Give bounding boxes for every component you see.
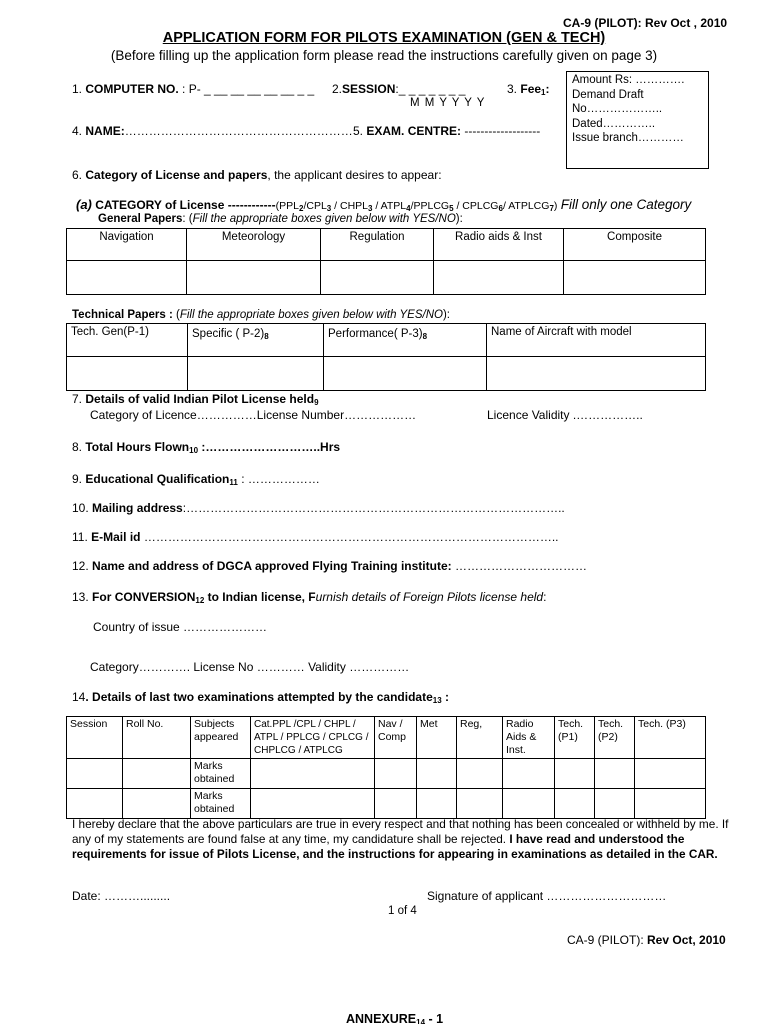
tech-note-open: ( — [172, 309, 180, 321]
session-field[interactable] — [332, 82, 465, 96]
q13-country[interactable]: Country of issue ………………… — [93, 620, 268, 634]
q9-label: Educational Qualification — [85, 472, 230, 486]
general-note-open: : ( — [182, 213, 193, 225]
pe-head-met: Met — [417, 717, 457, 759]
fee-amount: Amount Rs: …………. — [572, 74, 685, 86]
q11-prefix: 11. — [72, 530, 88, 544]
q8-label: Total Hours Flown — [85, 440, 190, 454]
fee-issue-branch: Issue branch………… — [572, 132, 684, 144]
name-dots: ………………………………………………… — [124, 124, 353, 138]
annexure-rest: - 1 — [425, 1012, 444, 1024]
exam-centre-field[interactable] — [353, 124, 540, 138]
gen-input-regulation[interactable] — [321, 261, 434, 295]
pe-head-nav: Nav / Comp — [375, 717, 417, 759]
session-value: :_ _ _ _ _ _ _ — [395, 82, 466, 96]
gen-input-composite[interactable] — [564, 261, 706, 295]
pe-head-tech2: Tech. (P2) — [595, 717, 635, 759]
pe-row-label-2: Marks obtained — [191, 789, 251, 819]
tech-input-specific[interactable] — [188, 357, 324, 391]
pe-head-radio: Radio Aids & Inst. — [503, 717, 555, 759]
q6-bold: Category of License and papers — [85, 168, 268, 182]
general-papers-table — [66, 228, 706, 295]
form-subtitle: (Before filling up the application form please read the instructions carefully given on page 3) — [110, 48, 658, 63]
q13-colon: : — [543, 590, 547, 604]
q6-rest: , the applicant desires to appear: — [267, 168, 442, 182]
q13-label: For CONVERSION — [92, 590, 196, 604]
cat-option-text: (PPL — [275, 200, 299, 212]
q11-label: E-Mail id — [91, 530, 141, 544]
centre-prefix: 5. — [353, 124, 364, 138]
pe-cell[interactable] — [67, 789, 123, 819]
pe-cell[interactable] — [635, 759, 706, 789]
pe-head-subjects: Subjects appeared — [191, 717, 251, 759]
name-prefix: 4. — [72, 124, 83, 138]
name-label: NAME: — [85, 124, 125, 138]
cat-options — [276, 200, 558, 212]
declaration — [72, 817, 736, 862]
gen-input-meteorology[interactable] — [187, 261, 321, 295]
pe-head-roll-no: Roll No. — [123, 717, 191, 759]
cat-option-text: /PPLCG — [410, 200, 450, 212]
cat-option-footnote: 6 — [498, 204, 503, 213]
centre-label: EXAM. CENTRE: — [366, 124, 462, 138]
pe-row-1 — [67, 759, 706, 789]
q9-sub: 11 — [229, 478, 238, 487]
q12-label: Name and address of DGCA approved Flying Training institute: — [92, 559, 452, 573]
tech-input-gen[interactable] — [67, 357, 188, 391]
pe-cell[interactable] — [457, 759, 503, 789]
annexure-heading — [346, 1012, 443, 1024]
fee-prefix: 3. — [507, 82, 518, 96]
q7-prefix: 7. — [72, 392, 83, 406]
cat-option-text: / CHPL — [331, 200, 369, 212]
cat-option-text: / ATPLCG — [502, 200, 550, 212]
cat-option-footnote: 2 — [299, 204, 304, 213]
declaration-normal: I hereby declare that the above particulars are true in every respect and that nothing has been concealed or withheld by me. If any of my statements are found false at any time, my candidature shall be rejected. — [72, 817, 729, 846]
pe-cell[interactable] — [555, 789, 595, 819]
pe-cell[interactable] — [417, 789, 457, 819]
tech-col-performance-text: Performance( P-3) — [328, 328, 423, 340]
pe-head-reg: Reg, — [457, 717, 503, 759]
pe-row-label-1: Marks obtained — [191, 759, 251, 789]
pe-cell[interactable] — [251, 789, 375, 819]
tech-col-specific-text: Specific ( P-2) — [192, 328, 265, 340]
q13-note: urnish details of Foreign Pilots license held — [315, 590, 544, 604]
pe-cell[interactable] — [123, 789, 191, 819]
cat-option-footnote: 4 — [406, 204, 411, 213]
fee-footnote: 1 — [541, 88, 546, 97]
q6-category — [72, 168, 442, 182]
tech-col-performance-sub: 8 — [422, 332, 428, 341]
gen-input-navigation[interactable] — [67, 261, 187, 295]
q8-sub: 10 — [189, 446, 199, 455]
pe-cell[interactable] — [67, 759, 123, 789]
gen-col-regulation: Regulation — [321, 229, 434, 261]
q7-validity-label: Licence Validity — [487, 408, 573, 422]
category-of-license — [76, 197, 691, 213]
pe-cell[interactable] — [457, 789, 503, 819]
q14-label: . Details of last two examinations attempted by the candidate — [85, 690, 433, 704]
q9-prefix: 9. — [72, 472, 83, 486]
general-note-close: ): — [455, 213, 463, 225]
form-code-bottom — [567, 933, 726, 947]
declaration-bold: I have read and understood the requirements for issue of Pilots License, and the instructions for appearing in examinations as detailed in the CAR. — [72, 832, 718, 861]
pe-cell[interactable] — [595, 759, 635, 789]
session-prefix: 2. — [332, 82, 343, 96]
tech-note: Fill the appropriate boxes given below with YES/NO — [179, 309, 443, 321]
pe-cell[interactable] — [595, 789, 635, 819]
q14-heading — [72, 690, 449, 705]
fee-label: Fee — [520, 82, 542, 96]
tech-input-performance[interactable] — [324, 357, 487, 391]
cat-option-text: ) — [553, 200, 558, 212]
pe-cell[interactable] — [417, 759, 457, 789]
pe-cell[interactable] — [503, 759, 555, 789]
fee-box — [566, 71, 709, 169]
gen-col-meteorology: Meteorology — [187, 229, 321, 261]
q12-rest: …………………………… — [451, 559, 587, 573]
q13-category-line[interactable]: Category…………. License No ………… Validity …………… — [90, 660, 410, 674]
session-label: SESSION — [342, 82, 396, 96]
cat-option-text: /CPL — [303, 200, 327, 212]
technical-papers-table — [66, 323, 706, 391]
q14-colon: : — [441, 690, 450, 704]
pe-cell[interactable] — [251, 759, 375, 789]
cat-option-footnote: 5 — [449, 204, 454, 213]
tech-label: Technical Papers : — [72, 309, 173, 321]
pe-cell[interactable] — [375, 759, 417, 789]
fee-dd-no: No……………….. — [572, 103, 663, 115]
tech-col-performance — [324, 324, 487, 357]
form-code-bottom-bold: Rev Oct, 2010 — [647, 933, 726, 947]
form-title: APPLICATION FORM FOR PILOTS EXAMINATION (GEN & TECH) — [162, 30, 606, 46]
fee-colon: : — [545, 82, 550, 96]
pe-head-category: Cat.PPL /CPL / CHPL / ATPL / PPLCG / CPLCG / CHPLCG / ATPLCG — [251, 717, 375, 759]
computer-no-prefix: 1. — [72, 82, 83, 96]
fee-field — [507, 82, 550, 97]
q6-prefix: 6. — [72, 168, 83, 182]
past-exams-table — [66, 716, 706, 819]
q8-rest: :………………………..Hrs — [201, 440, 341, 454]
tech-note-close: ): — [442, 309, 450, 321]
q12-training-institute[interactable] — [72, 559, 587, 573]
q10-prefix: 10. — [72, 501, 89, 515]
q7-heading — [72, 392, 319, 407]
fee-demand-draft: Demand Draft — [572, 88, 644, 101]
date-field[interactable]: Date: ………......... — [72, 889, 171, 903]
pe-row-2 — [67, 789, 706, 819]
general-papers-label — [98, 213, 463, 225]
signature-field[interactable]: Signature of applicant ………………………… — [427, 889, 667, 903]
q13-prefix: 13. — [72, 590, 89, 604]
cat-a: (a) — [76, 197, 92, 212]
computer-no-value: : P- _ __ __ __ __ __ _ _ — [182, 82, 315, 96]
annexure-label: ANNEXURE — [346, 1012, 417, 1024]
general-label: General Papers — [98, 213, 183, 225]
computer-no-field[interactable] — [72, 82, 314, 96]
q10-label: Mailing address — [92, 501, 183, 515]
cat-option-footnote: 3 — [368, 204, 373, 213]
q7-license-line[interactable]: Category of Licence……………License Number……………… — [90, 408, 417, 422]
gen-input-radio-aids[interactable] — [434, 261, 564, 295]
pe-cell[interactable] — [123, 759, 191, 789]
page-number: 1 of 4 — [388, 905, 417, 917]
q9-education[interactable] — [72, 472, 320, 487]
pe-cell[interactable] — [555, 759, 595, 789]
annexure-sub: 14 — [416, 1018, 426, 1024]
pe-head-tech1: Tech. (P1) — [555, 717, 595, 759]
general-note: Fill the appropriate boxes given below with YES/NO — [192, 213, 456, 225]
name-field[interactable] — [72, 124, 353, 138]
cat-option-text: / ATPL — [372, 200, 407, 212]
q8-total-hours[interactable] — [72, 440, 340, 455]
q13-conversion — [72, 590, 546, 605]
q10-mailing-address[interactable] — [72, 501, 565, 515]
q7-validity[interactable] — [487, 408, 643, 422]
gen-col-navigation: Navigation — [67, 229, 187, 261]
q12-prefix: 12. — [72, 559, 89, 573]
tech-col-gen: Tech. Gen(P-1) — [67, 324, 188, 357]
gen-col-radio-aids: Radio aids & Inst — [434, 229, 564, 261]
q9-rest: : ……………… — [237, 472, 320, 486]
cat-option-footnote: 7 — [549, 204, 554, 213]
q11-email[interactable] — [72, 530, 559, 544]
pe-cell[interactable] — [375, 789, 417, 819]
cat-label: CATEGORY of License ------------ — [95, 198, 276, 212]
tech-col-specific — [188, 324, 324, 357]
q13-label2: to Indian license, F — [204, 590, 316, 604]
q10-rest: :………………………………………………………………………………….. — [182, 501, 565, 515]
session-format-hint: M M Y Y Y Y — [410, 97, 486, 109]
fee-dated: Dated………….. — [572, 117, 656, 130]
tech-col-aircraft: Name of Aircraft with model — [487, 324, 706, 357]
q7-sub: 9 — [314, 398, 319, 407]
form-code-bottom-normal: CA-9 (PILOT): — [567, 933, 648, 947]
q11-rest: ………………………………………………………………………………………….. — [140, 530, 559, 544]
gen-col-composite: Composite — [564, 229, 706, 261]
q7-label: Details of valid Indian Pilot License held — [85, 392, 315, 406]
technical-papers-label — [72, 309, 450, 321]
cat-option-footnote: 3 — [326, 204, 332, 213]
q7-validity-dots: .…………….. — [572, 408, 643, 422]
pe-head-session: Session — [67, 717, 123, 759]
pe-cell[interactable] — [635, 789, 706, 819]
q14-sub: 13 — [432, 696, 442, 705]
computer-no-label: COMPUTER NO. — [85, 82, 179, 96]
cat-option-text: / CPLCG — [453, 200, 499, 212]
q8-prefix: 8. — [72, 440, 83, 454]
pe-head-tech3: Tech. (P3) — [635, 717, 706, 759]
q13-sub: 12 — [195, 596, 205, 605]
pe-cell[interactable] — [503, 789, 555, 819]
tech-input-aircraft[interactable] — [487, 357, 706, 391]
form-code-top: CA-9 (PILOT): Rev Oct , 2010 — [563, 16, 728, 30]
centre-dots: ------------------- — [461, 124, 541, 138]
q14-prefix: 14 — [72, 690, 86, 704]
tech-col-specific-sub: 8 — [264, 332, 269, 341]
cat-note: Fill only one Category — [560, 197, 692, 212]
